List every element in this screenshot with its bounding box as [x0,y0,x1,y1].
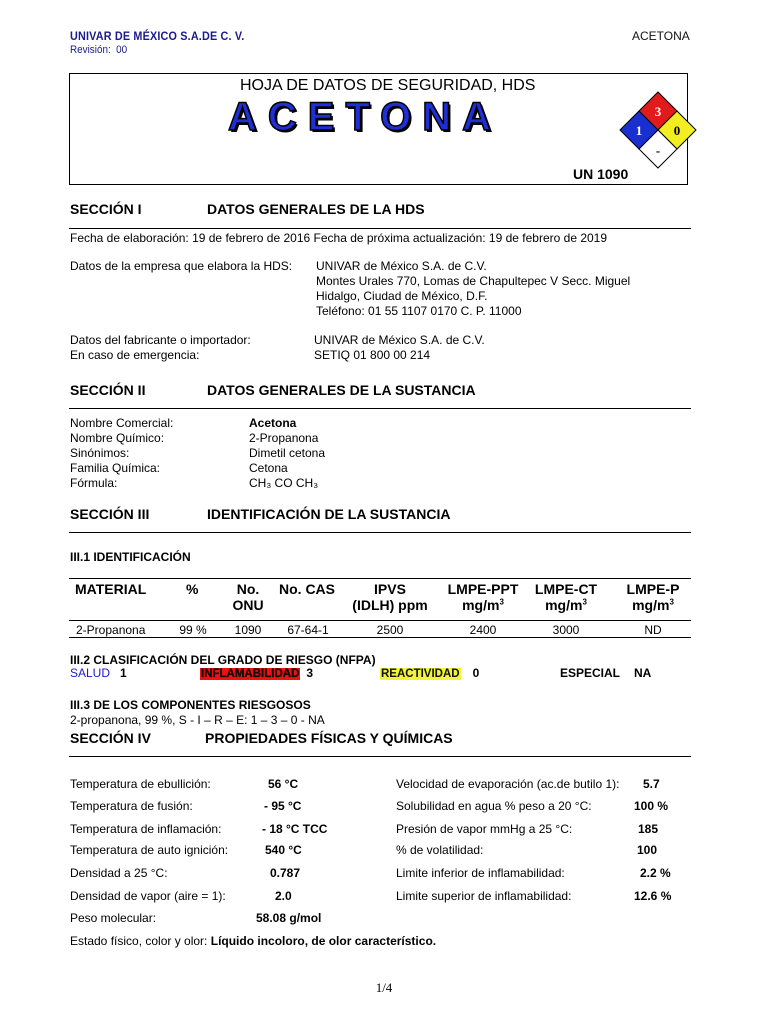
table-cell: 1090 [234,623,262,637]
property-label: Solubilidad en agua % peso a 20 °C: [396,799,592,813]
field-label: Nombre Comercial: [70,416,174,430]
divider [69,228,691,229]
property-value: 12.6 % [634,889,672,903]
property-label: Temperatura de auto ignición: [70,843,229,857]
nfpa-reactividad [380,666,479,680]
state-label: Estado físico, color y olor: [70,934,208,948]
nfpa-health-value: 1 [635,123,643,138]
reactividad-value: 0 [472,666,480,680]
table-cell: 67-64-1 [287,623,329,637]
field-value: Cetona [249,461,288,475]
property-value: - 95 °C [264,799,302,813]
property-label: Temperatura de inflamación: [70,822,222,836]
property-label: Limite superior de inflamabilidad: [396,889,572,903]
nfpa-inflamabilidad [200,666,313,680]
superscript: 3 [669,597,674,607]
property-label: % de volatilidad: [396,843,484,857]
table-cell: 2-Propanona [76,623,146,637]
table-cell: ND [644,623,662,637]
table-header-line: ONU [232,597,264,613]
revision-label: Revisión: [70,44,111,56]
table-cell: 99 % [179,623,207,637]
inflamabilidad-label: INFLAMABILIDAD [201,668,300,680]
property-label: Densidad de vapor (aire = 1): [70,889,226,903]
page-number: 1/4 [375,980,393,995]
table-cell: 2500 [376,623,404,637]
property-value: 540 °C [265,843,302,857]
section-1-number: SECCIÓN I [70,201,142,217]
product-title: ACETONA [228,95,503,139]
company-label: Datos de la empresa que elabora la HDS: [70,259,293,273]
salud-label: SALUD [70,666,111,680]
section-3-number: SECCIÓN III [70,506,150,522]
state-line [70,934,436,948]
section-2-title: DATOS GENERALES DE LA SUSTANCIA [207,382,476,398]
section-4-number: SECCIÓN IV [70,730,151,746]
table-header-unit: mg/m [462,597,500,613]
table-header [230,581,266,613]
table-header-line: LMPE-CT [534,581,598,597]
table-header [350,581,430,613]
inflamabilidad-value: 3 [306,666,314,680]
divider [69,408,691,409]
property-value: 58.08 g/mol [256,911,322,925]
property-value: 2.0 [275,889,292,903]
table-header-line [621,597,685,613]
maker-label: Datos del fabricante o importador: [70,333,251,347]
property-label: Temperatura de fusión: [70,799,193,813]
dates-line: Fecha de elaboración: 19 de febrero de 2016 Fecha de próxima actualización: 19 de febrero de 2019 [70,231,608,245]
subsection-title: III.1 IDENTIFICACIÓN [70,550,191,564]
table-header [443,581,523,613]
superscript: 3 [582,597,587,607]
nfpa-reactivity-value: 0 [673,123,681,138]
subsection-title: III.2 CLASIFICACIÓN DEL GRADO DE RIESGO (NFPA) [70,653,376,667]
table-header: No. CAS [279,581,335,597]
table-header-line [443,597,523,613]
table-header [621,581,685,613]
divider [69,756,691,757]
table-header [530,581,602,613]
property-value: 56 °C [268,777,299,791]
table-header-line: LMPE-PPT [447,581,519,597]
company-line: Teléfono: 01 55 1107 0170 C. P. 11000 [316,304,522,318]
field-label: Nombre Químico: [70,431,165,445]
table-header-line: (IDLH) ppm [352,597,428,613]
nfpa-flammability-value: 3 [654,104,662,119]
property-value: 2.2 % [640,866,671,880]
product-header: ACETONA [632,29,690,43]
property-label: Velocidad de evaporación (ac.de butilo 1): [396,777,620,791]
table-header-unit: mg/m [632,597,670,613]
company-line: Hidalgo, Ciudad de México, D.F. [316,289,488,303]
section-2-number: SECCIÓN II [70,382,146,398]
table-header: % [186,581,199,597]
property-value: 100 % [634,799,669,813]
table-header-line: No. [236,581,260,597]
property-label: Temperatura de ebullición: [70,777,211,791]
table-cell: 3000 [552,623,580,637]
revision-value: 00 [116,44,128,56]
property-value: 5.7 [643,777,660,791]
field-label: Sinónimos: [70,446,130,460]
company-line: UNIVAR de México S.A. de C.V. [316,259,487,273]
reactividad-label: REACTIVIDAD [381,668,460,680]
field-value: 2-Propanona [249,431,319,445]
table-mid-rule [69,620,691,621]
property-label: Densidad a 25 °C: [70,866,168,880]
field-value: Dimetil cetona [249,446,326,460]
nfpa-diamond [618,90,698,170]
subsection-title: III.3 DE LOS COMPONENTES RIESGOSOS [70,698,311,712]
company-header: UNIVAR DE MÉXICO S.A.DE C. V. [70,29,245,43]
un-number: UN 1090 [573,166,629,182]
section-4-title: PROPIEDADES FÍSICAS Y QUÍMICAS [205,730,453,746]
property-label: Presión de vapor mmHg a 25 °C: [396,822,573,836]
table-header: MATERIAL [75,581,147,597]
state-value: Líquido incoloro, de olor característico. [210,934,437,948]
field-value: CH₃ CO CH₃ [249,476,319,490]
table-cell: 2400 [469,623,497,637]
emergency-label: En caso de emergencia: [70,348,200,362]
property-value: - 18 °C TCC [262,822,328,836]
superscript: 3 [499,597,504,607]
property-value: 0.787 [270,866,301,880]
especial-label: ESPECIAL [560,666,621,680]
divider [69,532,691,533]
especial-value: NA [634,666,652,680]
salud-value: 1 [120,666,127,680]
nfpa-special-value: - [655,143,661,158]
table-header-line: LMPE-P [626,581,680,597]
emergency-value: SETIQ 01 800 00 214 [314,348,431,362]
field-value: Acetona [249,416,297,430]
hds-title: HOJA DE DATOS DE SEGURIDAD, HDS [240,77,536,94]
maker-value: UNIVAR de México S.A. de C.V. [314,333,485,347]
revision [70,44,127,56]
nfpa-salud [70,666,127,680]
field-label: Familia Química: [70,461,161,475]
table-top-rule [69,578,691,579]
components-line: 2-propanona, 99 %, S - I – R – E: 1 – 3 – 0 - NA [70,713,325,727]
property-value: 100 [637,843,658,857]
table-header-line: IPVS [374,581,406,597]
property-label: Peso molecular: [70,911,157,925]
property-value: 185 [638,822,659,836]
section-3-title: IDENTIFICACIÓN DE LA SUSTANCIA [207,506,451,522]
nfpa-especial [560,666,651,680]
section-1-title: DATOS GENERALES DE LA HDS [207,201,425,217]
property-label: Limite inferior de inflamabilidad: [396,866,565,880]
field-label: Fórmula: [70,476,118,490]
table-bottom-rule [69,637,691,638]
table-header-unit: mg/m [545,597,583,613]
company-line: Montes Urales 770, Lomas de Chapultepec V Secc. Miguel [316,274,631,288]
table-header-line [530,597,602,613]
